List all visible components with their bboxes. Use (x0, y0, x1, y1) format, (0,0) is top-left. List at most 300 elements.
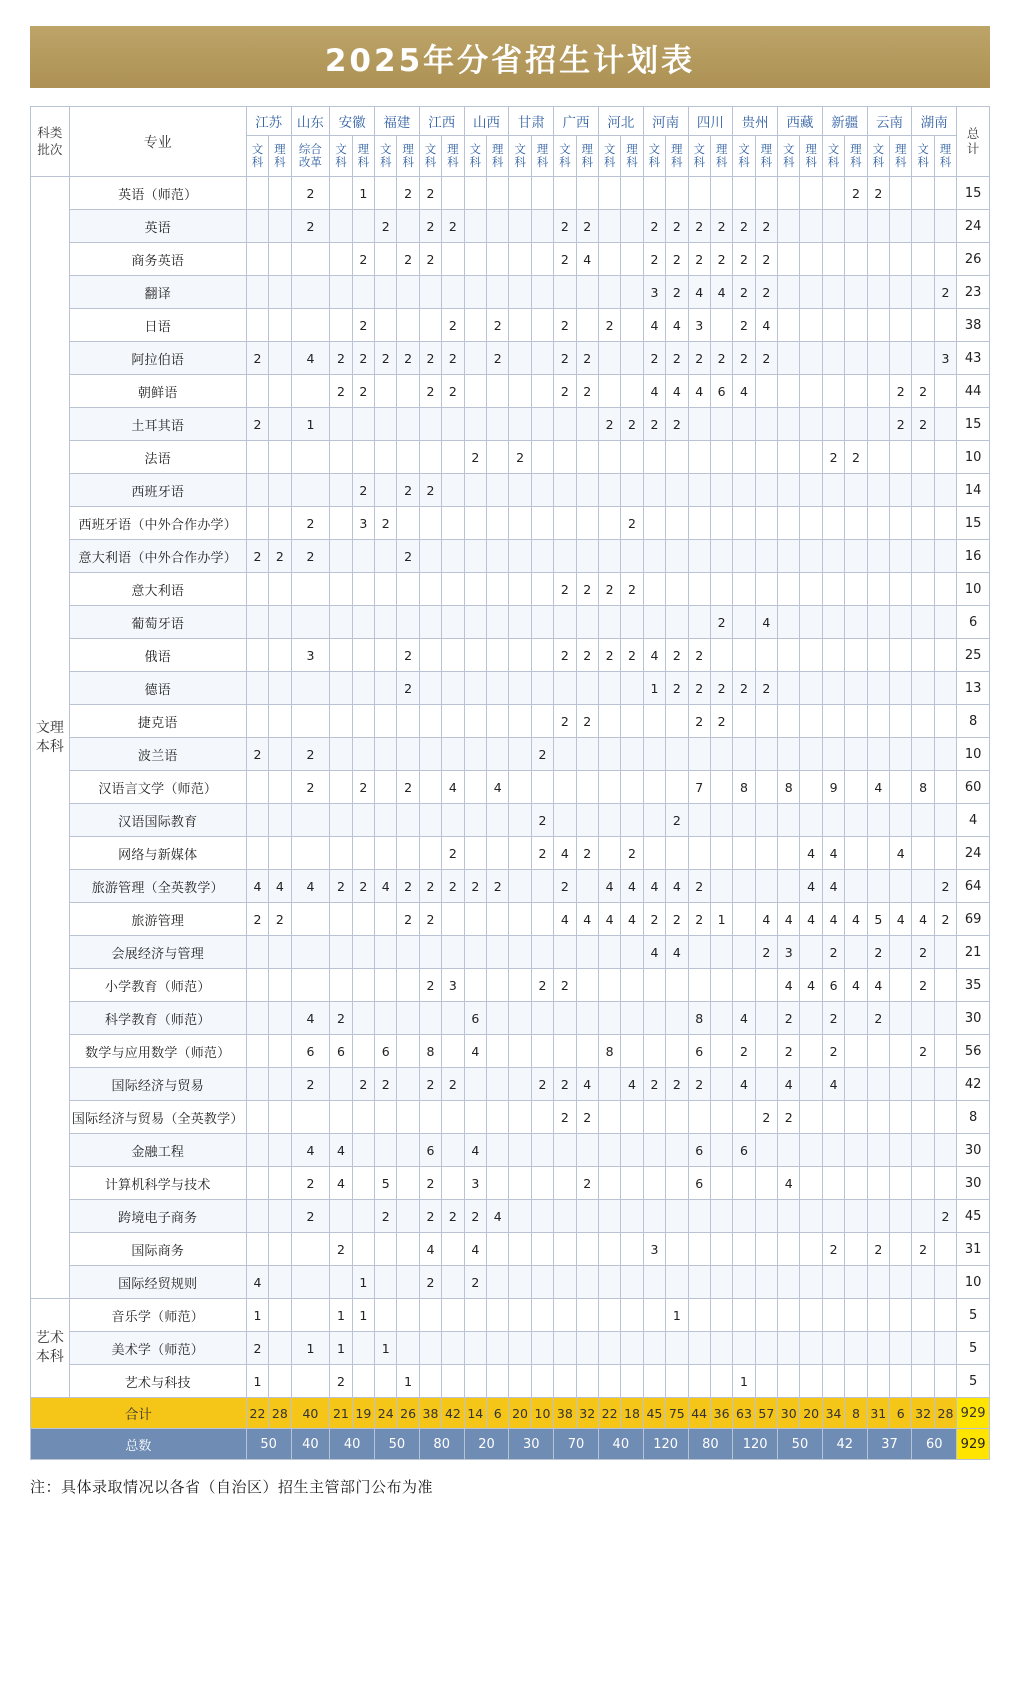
plan-cell (442, 672, 464, 705)
plan-cell: 8 (688, 1002, 710, 1035)
plan-cell (419, 936, 441, 969)
plan-cell (576, 606, 598, 639)
plan-cell (246, 804, 268, 837)
plan-cell (554, 276, 576, 309)
plan-cell: 4 (778, 1068, 800, 1101)
plan-cell: 2 (419, 1068, 441, 1101)
major-name: 国际经济与贸易 (69, 1068, 246, 1101)
plan-cell (509, 177, 531, 210)
plan-cell (598, 177, 620, 210)
plan-cell (688, 1266, 710, 1299)
plan-cell (733, 1233, 755, 1266)
plan-cell (375, 375, 397, 408)
header-subject: 文 科 (688, 136, 710, 177)
plan-cell (845, 936, 867, 969)
major-name: 朝鲜语 (69, 375, 246, 408)
plan-cell: 2 (246, 342, 268, 375)
plan-cell (330, 672, 352, 705)
plan-cell (397, 210, 419, 243)
plan-cell (890, 804, 912, 837)
plan-cell (554, 804, 576, 837)
plan-cell (442, 1332, 464, 1365)
plan-cell (531, 1167, 553, 1200)
plan-cell: 2 (643, 210, 665, 243)
plan-cell (419, 1101, 441, 1134)
plan-cell (710, 1332, 732, 1365)
plan-cell (867, 573, 889, 606)
plan-cell (464, 375, 486, 408)
plan-cell: 2 (710, 342, 732, 375)
plan-cell (442, 1167, 464, 1200)
plan-cell (666, 705, 688, 738)
plan-cell: 4 (291, 342, 330, 375)
plan-cell: 2 (912, 375, 934, 408)
plan-cell (912, 177, 934, 210)
plan-cell: 2 (733, 309, 755, 342)
plan-cell: 2 (598, 309, 620, 342)
plan-cell: 5 (375, 1167, 397, 1200)
plan-cell (643, 441, 665, 474)
table-row (31, 738, 990, 771)
plan-cell (800, 309, 822, 342)
plan-cell: 4 (576, 903, 598, 936)
plan-cell (598, 342, 620, 375)
plan-cell: 2 (867, 1002, 889, 1035)
plan-cell: 2 (291, 1167, 330, 1200)
plan-cell: 3 (291, 639, 330, 672)
plan-cell (442, 936, 464, 969)
plan-cell (375, 606, 397, 639)
plan-cell (291, 1299, 330, 1332)
plan-cell (246, 177, 268, 210)
plan-cell (867, 804, 889, 837)
plan-cell (710, 969, 732, 1002)
plan-cell (934, 771, 956, 804)
plan-cell (509, 1134, 531, 1167)
plan-cell (822, 639, 844, 672)
header-subject: 理 科 (269, 136, 291, 177)
plan-cell (800, 1200, 822, 1233)
plan-cell (246, 1002, 268, 1035)
plan-cell (554, 1002, 576, 1035)
plan-cell (554, 1233, 576, 1266)
plan-cell (800, 1134, 822, 1167)
table-row (31, 639, 990, 672)
plan-cell (464, 903, 486, 936)
plan-cell: 3 (778, 936, 800, 969)
plan-cell: 4 (666, 936, 688, 969)
sum-cell: 45 (643, 1398, 665, 1429)
plan-cell: 2 (554, 210, 576, 243)
batch-label: 文理 本科 (31, 177, 70, 1299)
plan-cell (912, 705, 934, 738)
plan-cell (246, 639, 268, 672)
plan-cell: 1 (246, 1365, 268, 1398)
plan-cell (800, 1299, 822, 1332)
table-row (31, 804, 990, 837)
plan-cell: 4 (554, 837, 576, 870)
plan-cell (867, 1068, 889, 1101)
plan-cell (845, 1233, 867, 1266)
plan-cell (822, 1134, 844, 1167)
plan-cell: 4 (666, 309, 688, 342)
plan-cell (352, 804, 374, 837)
plan-cell (576, 507, 598, 540)
plan-cell: 2 (352, 375, 374, 408)
table-row (31, 1101, 990, 1134)
plan-cell (576, 177, 598, 210)
plan-cell: 2 (688, 903, 710, 936)
plan-cell (778, 276, 800, 309)
plan-cell (352, 1002, 374, 1035)
plan-cell: 4 (912, 903, 934, 936)
plan-cell (934, 1167, 956, 1200)
plan-cell (531, 1200, 553, 1233)
grand-total-cell: 50 (375, 1429, 420, 1460)
plan-cell (509, 1365, 531, 1398)
plan-cell (397, 969, 419, 1002)
plan-cell: 2 (352, 474, 374, 507)
plan-cell (419, 1332, 441, 1365)
plan-cell (352, 1035, 374, 1068)
major-name: 土耳其语 (69, 408, 246, 441)
plan-cell: 2 (733, 243, 755, 276)
header-province: 西藏 (778, 107, 823, 136)
plan-cell: 2 (688, 639, 710, 672)
plan-cell (246, 606, 268, 639)
plan-cell (934, 1233, 956, 1266)
table-row (31, 903, 990, 936)
header-province: 福建 (375, 107, 420, 136)
plan-cell (733, 474, 755, 507)
plan-cell: 2 (778, 1035, 800, 1068)
row-total: 16 (957, 540, 990, 573)
plan-cell (845, 1002, 867, 1035)
plan-cell (688, 1233, 710, 1266)
sum-cell: 30 (778, 1398, 800, 1429)
plan-cell (733, 804, 755, 837)
plan-cell: 2 (912, 969, 934, 1002)
plan-cell (890, 705, 912, 738)
plan-cell (643, 540, 665, 573)
plan-cell (531, 903, 553, 936)
table-row (31, 606, 990, 639)
plan-cell (710, 408, 732, 441)
plan-cell (710, 507, 732, 540)
plan-cell: 2 (688, 243, 710, 276)
plan-cell: 2 (486, 342, 508, 375)
plan-cell (621, 1365, 643, 1398)
table-row (31, 375, 990, 408)
plan-cell (733, 540, 755, 573)
plan-cell (733, 639, 755, 672)
plan-cell (755, 1068, 777, 1101)
row-total: 15 (957, 408, 990, 441)
header-subject: 理 科 (576, 136, 598, 177)
plan-cell (269, 837, 291, 870)
plan-cell (330, 177, 352, 210)
major-name: 俄语 (69, 639, 246, 672)
plan-cell (666, 507, 688, 540)
plan-cell (822, 309, 844, 342)
plan-cell: 4 (890, 837, 912, 870)
plan-cell (464, 672, 486, 705)
plan-cell: 4 (598, 903, 620, 936)
plan-cell (800, 1035, 822, 1068)
plan-cell: 2 (666, 639, 688, 672)
plan-cell: 4 (666, 375, 688, 408)
plan-cell (867, 1299, 889, 1332)
plan-cell (733, 441, 755, 474)
plan-cell (486, 837, 508, 870)
plan-cell (822, 243, 844, 276)
plan-cell: 2 (291, 738, 330, 771)
plan-cell (845, 639, 867, 672)
plan-cell (375, 903, 397, 936)
plan-cell (531, 1332, 553, 1365)
plan-cell: 2 (397, 342, 419, 375)
plan-cell: 4 (621, 870, 643, 903)
plan-cell (531, 474, 553, 507)
plan-cell (778, 804, 800, 837)
plan-cell: 8 (419, 1035, 441, 1068)
plan-cell (442, 1365, 464, 1398)
plan-cell (890, 1167, 912, 1200)
plan-cell (643, 177, 665, 210)
plan-cell (710, 837, 732, 870)
plan-cell: 8 (733, 771, 755, 804)
plan-cell (352, 903, 374, 936)
plan-cell (755, 1134, 777, 1167)
plan-cell (890, 639, 912, 672)
plan-cell (269, 375, 291, 408)
plan-cell (246, 969, 268, 1002)
plan-cell (509, 540, 531, 573)
plan-cell: 2 (352, 870, 374, 903)
plan-cell: 2 (554, 573, 576, 606)
plan-cell (755, 837, 777, 870)
table-row (31, 243, 990, 276)
plan-cell (509, 342, 531, 375)
plan-cell: 4 (778, 903, 800, 936)
header-subject: 综合 改革 (291, 136, 330, 177)
plan-cell (598, 969, 620, 1002)
plan-cell (934, 1299, 956, 1332)
plan-cell: 2 (375, 1200, 397, 1233)
row-total: 42 (957, 1068, 990, 1101)
plan-cell: 2 (554, 705, 576, 738)
plan-cell: 1 (330, 1332, 352, 1365)
row-total: 5 (957, 1332, 990, 1365)
plan-cell: 1 (352, 177, 374, 210)
plan-cell: 1 (291, 1332, 330, 1365)
plan-cell (442, 705, 464, 738)
plan-cell (890, 1200, 912, 1233)
plan-cell (867, 1167, 889, 1200)
plan-cell (912, 1068, 934, 1101)
header-subject: 理 科 (352, 136, 374, 177)
plan-cell (934, 738, 956, 771)
plan-cell (890, 507, 912, 540)
plan-cell (269, 1365, 291, 1398)
major-name: 数学与应用数学（师范） (69, 1035, 246, 1068)
plan-cell (912, 870, 934, 903)
header-subject: 文 科 (464, 136, 486, 177)
row-total: 31 (957, 1233, 990, 1266)
plan-cell (330, 474, 352, 507)
plan-cell (778, 837, 800, 870)
plan-cell: 3 (442, 969, 464, 1002)
major-name: 法语 (69, 441, 246, 474)
plan-cell (666, 1101, 688, 1134)
plan-cell (778, 870, 800, 903)
plan-cell (486, 573, 508, 606)
plan-cell (375, 672, 397, 705)
plan-cell (576, 276, 598, 309)
plan-cell (509, 1332, 531, 1365)
plan-cell (269, 771, 291, 804)
plan-cell (509, 969, 531, 1002)
plan-cell (621, 1035, 643, 1068)
plan-cell (890, 1299, 912, 1332)
plan-cell (576, 804, 598, 837)
plan-cell (442, 408, 464, 441)
plan-cell (621, 1002, 643, 1035)
plan-cell (509, 1101, 531, 1134)
plan-cell (464, 276, 486, 309)
plan-cell (912, 1266, 934, 1299)
plan-cell (246, 705, 268, 738)
plan-cell (576, 309, 598, 342)
plan-cell (688, 1332, 710, 1365)
plan-cell (598, 738, 620, 771)
plan-cell (845, 1299, 867, 1332)
plan-cell (419, 804, 441, 837)
sum-cell: 31 (867, 1398, 889, 1429)
plan-cell (733, 837, 755, 870)
plan-cell (375, 1299, 397, 1332)
plan-cell (912, 474, 934, 507)
plan-cell (375, 837, 397, 870)
plan-cell (486, 804, 508, 837)
row-total: 43 (957, 342, 990, 375)
plan-cell (800, 1266, 822, 1299)
plan-cell (845, 771, 867, 804)
plan-cell: 2 (419, 1200, 441, 1233)
plan-cell (867, 375, 889, 408)
plan-cell: 4 (778, 969, 800, 1002)
plan-cell (800, 705, 822, 738)
plan-cell: 2 (710, 210, 732, 243)
plan-cell: 9 (822, 771, 844, 804)
plan-cell (330, 606, 352, 639)
plan-cell (890, 1101, 912, 1134)
plan-cell (397, 507, 419, 540)
plan-cell (666, 441, 688, 474)
plan-cell (531, 408, 553, 441)
plan-cell (330, 243, 352, 276)
plan-cell: 2 (352, 1068, 374, 1101)
plan-cell (509, 606, 531, 639)
plan-cell: 4 (800, 969, 822, 1002)
plan-cell: 1 (375, 1332, 397, 1365)
plan-cell: 2 (688, 210, 710, 243)
plan-cell (733, 969, 755, 1002)
plan-cell: 2 (845, 177, 867, 210)
plan-cell (464, 771, 486, 804)
plan-cell: 4 (291, 1134, 330, 1167)
plan-cell: 6 (688, 1035, 710, 1068)
plan-cell (598, 705, 620, 738)
plan-cell (291, 837, 330, 870)
plan-cell (486, 1266, 508, 1299)
plan-cell (291, 1233, 330, 1266)
plan-cell: 2 (643, 342, 665, 375)
plan-cell (246, 243, 268, 276)
plan-cell (269, 210, 291, 243)
plan-cell (554, 738, 576, 771)
plan-cell (486, 1167, 508, 1200)
plan-cell (710, 1134, 732, 1167)
row-total: 24 (957, 837, 990, 870)
plan-cell (509, 705, 531, 738)
sum-cell: 42 (442, 1398, 464, 1429)
plan-cell (330, 573, 352, 606)
plan-cell: 2 (291, 1068, 330, 1101)
plan-cell (598, 1332, 620, 1365)
table-row (31, 177, 990, 210)
row-total: 23 (957, 276, 990, 309)
plan-cell (442, 1233, 464, 1266)
row-total: 10 (957, 738, 990, 771)
plan-cell (934, 441, 956, 474)
plan-cell (576, 474, 598, 507)
plan-cell (666, 771, 688, 804)
plan-cell: 2 (554, 639, 576, 672)
plan-cell (375, 969, 397, 1002)
plan-cell: 4 (822, 903, 844, 936)
plan-cell (666, 1365, 688, 1398)
plan-cell: 2 (397, 177, 419, 210)
row-total: 45 (957, 1200, 990, 1233)
plan-cell (375, 705, 397, 738)
plan-cell (912, 507, 934, 540)
plan-cell: 2 (291, 210, 330, 243)
plan-cell: 2 (442, 837, 464, 870)
plan-cell: 6 (464, 1002, 486, 1035)
plan-cell (621, 1167, 643, 1200)
plan-cell (486, 540, 508, 573)
plan-cell (291, 1365, 330, 1398)
row-total: 5 (957, 1299, 990, 1332)
plan-cell (688, 738, 710, 771)
plan-cell (486, 276, 508, 309)
plan-cell (352, 672, 374, 705)
plan-cell (352, 969, 374, 1002)
plan-cell (845, 1332, 867, 1365)
plan-cell (912, 441, 934, 474)
plan-cell (890, 276, 912, 309)
plan-cell: 4 (800, 837, 822, 870)
plan-cell (643, 606, 665, 639)
plan-cell (643, 1101, 665, 1134)
plan-cell (246, 474, 268, 507)
plan-cell (822, 1266, 844, 1299)
plan-cell (269, 507, 291, 540)
plan-cell (509, 1068, 531, 1101)
plan-cell (576, 1299, 598, 1332)
plan-cell (934, 837, 956, 870)
